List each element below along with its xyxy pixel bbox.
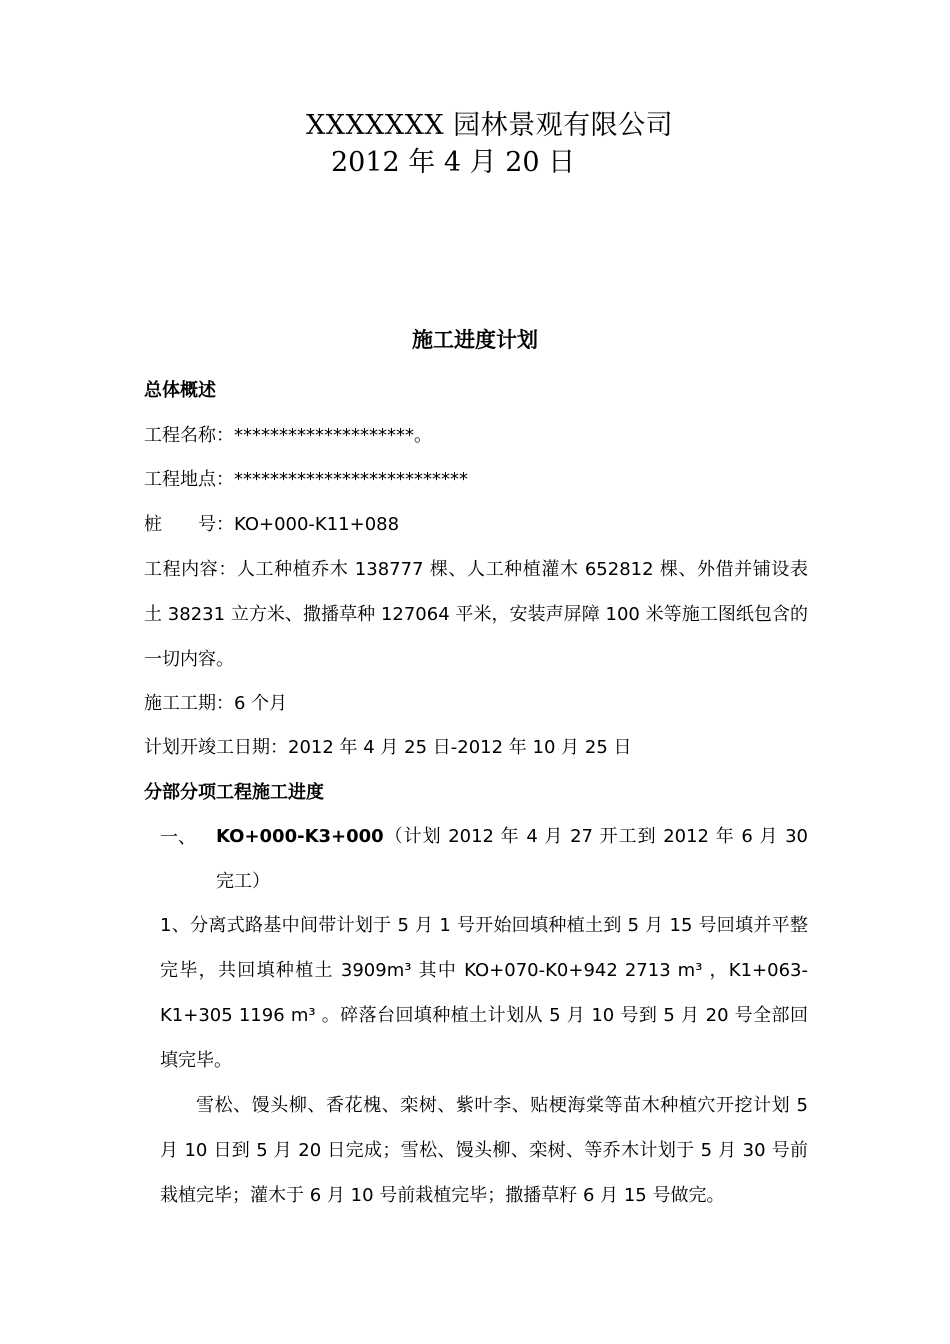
project-content: 工程内容：人工种植乔木 138777 棵、人工种植灌木 652812 棵、外借并铺设表土 38231 立方米、撒播草种 127064 平米，安装声屏障 100 米等施工图纸包含的一切内容。 <box>144 559 808 670</box>
company-name: XXXXXXX 园林景观有限公司 <box>306 110 674 141</box>
paragraph-1: 1、分离式路基中间带计划于 5 月 1 号开始回填种植土到 5 月 15 号回填并平整完毕，共回填种植土 3909m³ 其中 KO+070-K0+942 2713 m³ ，K1+063-K1+305 1196 m³ 。碎落台回填种植土计划从 5 月 10 号到 5 月 20 号全部回填完毕。 <box>160 915 808 1071</box>
project-location: 工程地点：************************** <box>144 469 468 490</box>
paragraph-2: 雪松、馒头柳、香花槐、栾树、紫叶李、贴梗海棠等苗木种植穴开挖计划 5 月 10 日到 5 月 20 日完成；雪松、馒头柳、栾树、等乔木计划于 5 月 30 号前栽植完毕；灌木于 6 月 10 号前栽植完毕；撒播草籽 6 月 15 号做完。 <box>160 1095 808 1206</box>
item1-range: KO+000-K3+000 <box>216 826 384 847</box>
overview-heading: 总体概述 <box>144 380 216 401</box>
section-heading: 分部分项工程施工进度 <box>144 782 324 803</box>
document-date: 2012 年 4 月 20 日 <box>331 147 576 178</box>
project-name: 工程名称：********************。 <box>144 425 432 446</box>
item1-note: （计划 2012 年 4 月 27 开工到 2012 年 6 月 30 完工） <box>216 826 808 892</box>
page-title: 施工进度计划 <box>412 328 538 352</box>
item1-number: 一、 <box>160 827 196 848</box>
stake-number: 桩 号：KO+000-K11+088 <box>144 514 400 535</box>
project-duration: 施工工期：6 个月 <box>144 693 288 714</box>
project-schedule: 计划开竣工日期：2012 年 4 月 25 日-2012 年 10 月 25 日 <box>144 737 632 758</box>
item1-line <box>216 814 808 904</box>
